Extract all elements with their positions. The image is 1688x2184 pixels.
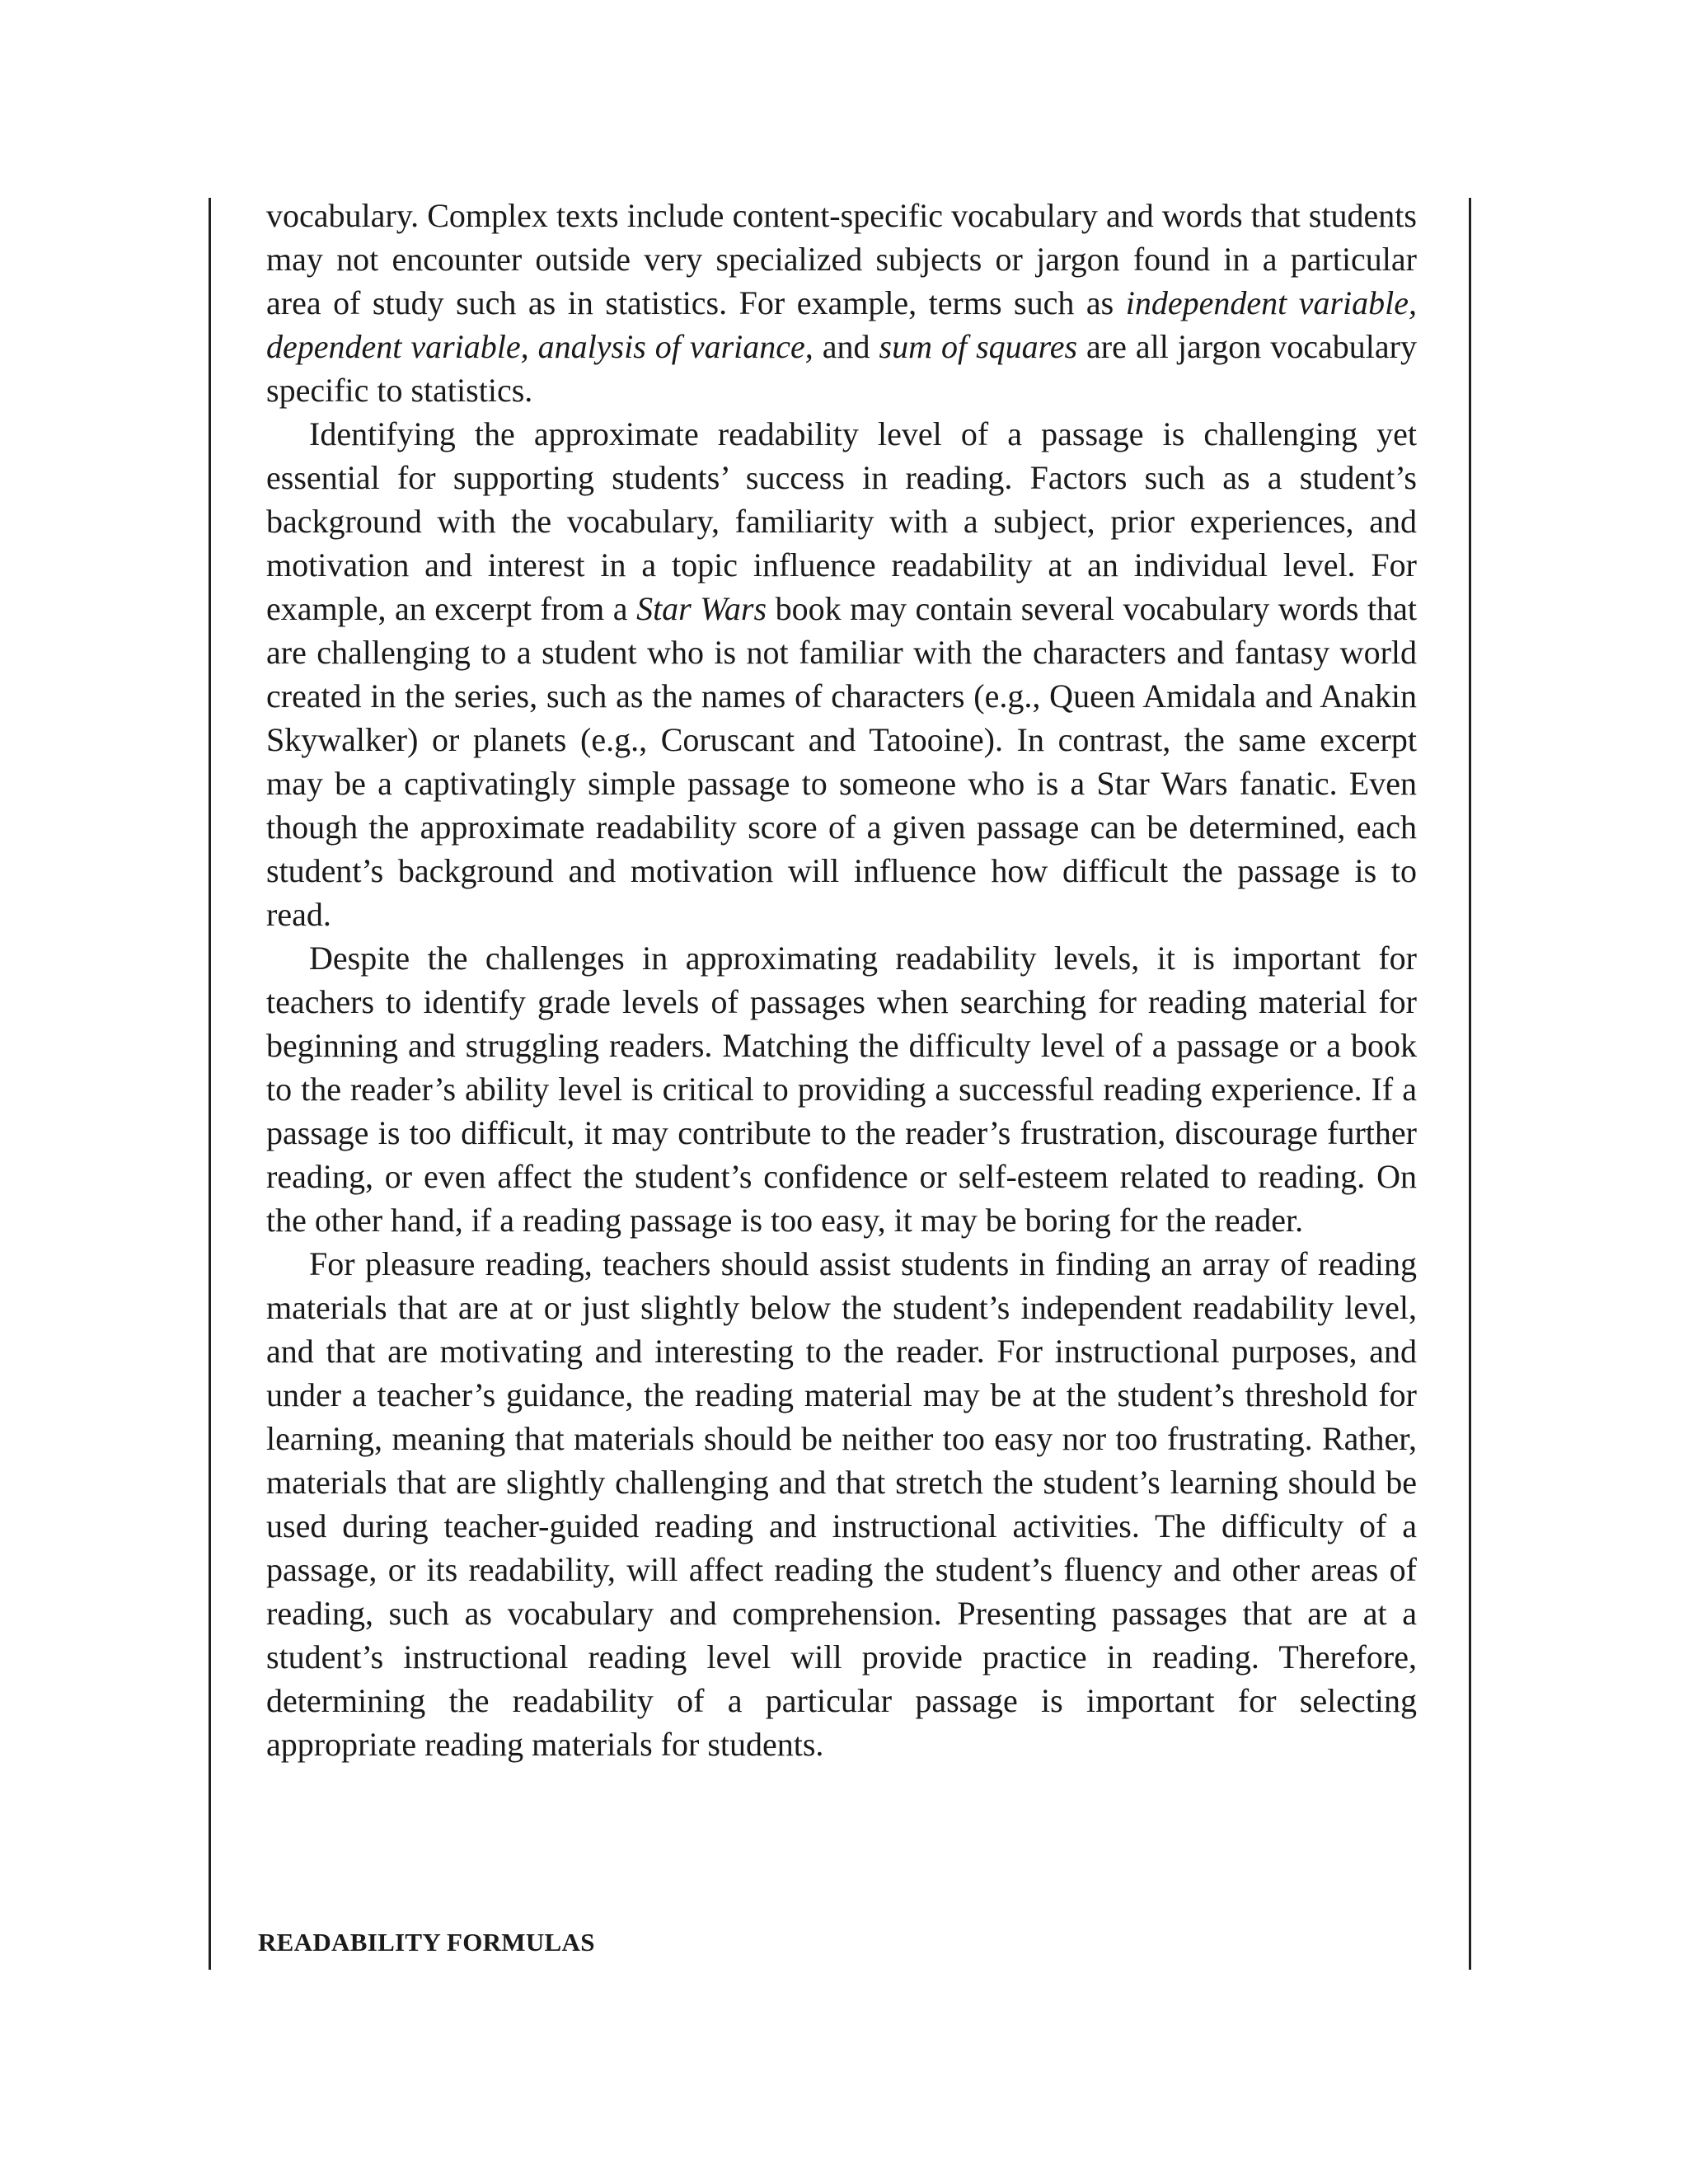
section-heading: READABILITY FORMULAS: [258, 1928, 595, 1957]
paragraph-pleasure-reading: [266, 1242, 1417, 1766]
text-span: book may contain several vocabulary words that are challenging to a student who is not familiar with the characters and fantasy world created in the series, such as the names of characters (e.g., Queen Amidala and Anakin Skywalker) or planets (e.g., Coruscant and Tatooine). In contrast, the same excerpt may be a captivatingly simple passage to someone who is a Star Wars fanatic. Even though the approximate readability score of a given passage can be determined, each student’s background and motivation will influence how difficult the passage is to read.: [266, 590, 1418, 933]
italic-terms-statistics: independent variable, dependent variable, analysis of variance,: [266, 284, 1417, 365]
text-span: For pleasure reading, teachers should assist students in finding an array of reading materials that are at or just slightly below the student’s independent readability level, and that are motivating and interesting to the reader. For instructional purposes, and under a teacher’s guidance, the reading material may be at the student’s threshold for learning, meaning that materials should be neither too easy nor too frustrating. Rather, materials that are slightly challenging and that stretch the student’s learning should be used during teacher-guided reading and instructional activities. The difficulty of a passage, or its readability, will affect reading the student’s fluency and other areas of reading, such as vocabulary and comprehension. Presenting passages that are at a student’s instructional reading level will provide practice in reading. Therefore, determining the readability of a particular passage is important for selecting appropriate reading materials for students.: [266, 1245, 1417, 1763]
paragraph-vocabulary-continued: [266, 194, 1417, 412]
right-margin-rule: [1469, 198, 1471, 1970]
left-margin-rule: [209, 198, 211, 1970]
paragraph-matching-difficulty: [266, 936, 1417, 1242]
italic-title-star-wars: Star Wars: [636, 590, 767, 627]
italic-term-sum-of-squares: sum of squares: [879, 328, 1078, 365]
body-text: [266, 194, 1417, 1766]
text-span: vocabulary. Complex texts include content-specific vocabulary and words that students may not encounter outside very specialized subjects or jargon found in a particular area of study such as in statistics. For example, terms such as: [266, 197, 1417, 321]
text-span: and: [813, 328, 879, 365]
text-span: Identifying the approximate readability level of a passage is challenging yet essential for supporting students’ success in reading. Factors such as a student’s background with the vocabulary, familiarity with a subject, prior experiences, and motivation and interest in a topic influence readability at an individual level. For example, an excerpt from a: [266, 415, 1417, 627]
text-span: Despite the challenges in approximating readability levels, it is important for teachers to identify grade levels of passages when searching for reading material for beginning and struggling readers. Matching the difficulty level of a passage or a book to the reader’s ability level is critical to providing a successful reading experience. If a passage is too difficult, it may contribute to the reader’s frustration, discourage further reading, or even affect the student’s confidence or self-esteem related to reading. On the other hand, if a reading passage is too easy, it may be boring for the reader.: [266, 940, 1417, 1239]
text-span: are all jargon vocabulary specific to statistics.: [266, 328, 1417, 409]
paragraph-readability-level: [266, 412, 1417, 936]
